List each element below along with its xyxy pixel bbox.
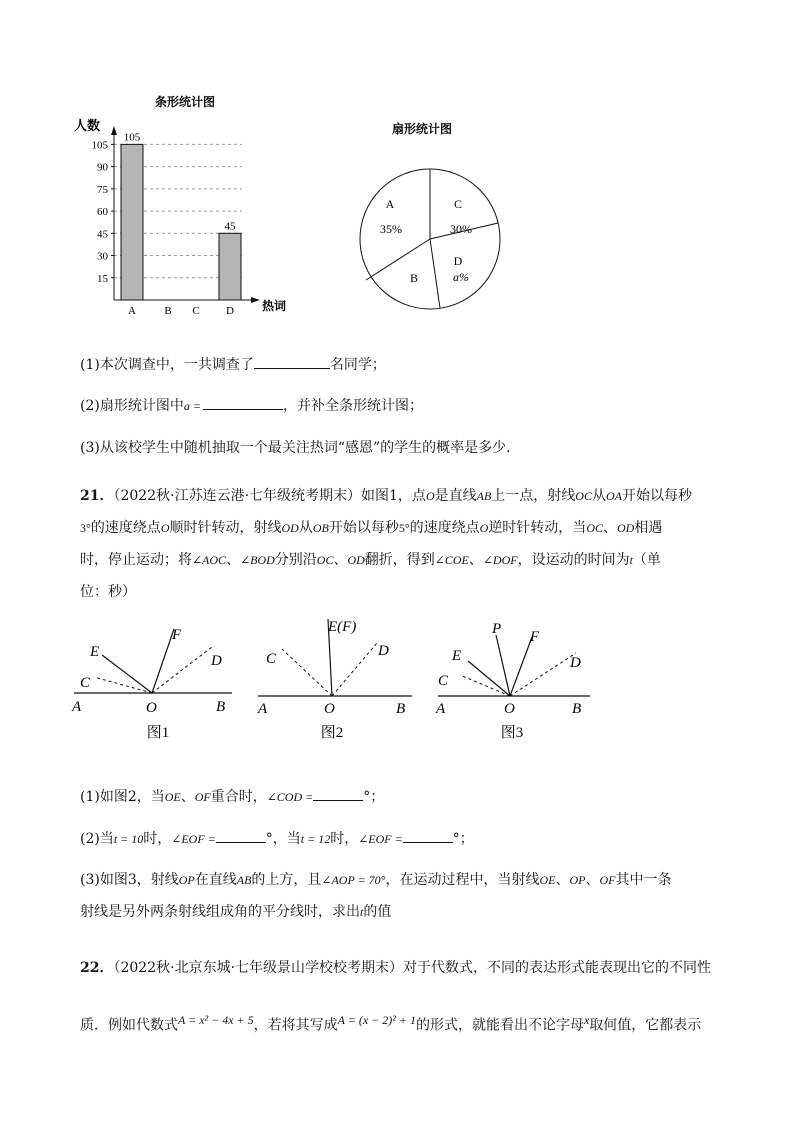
- svg-text:D: D: [211, 653, 222, 669]
- svg-text:P: P: [492, 621, 502, 637]
- svg-text:B: B: [396, 701, 406, 717]
- q20-part1: (1)本次调查中，一共调查了 名同学；: [80, 354, 386, 374]
- figure-3-caption: 图3: [500, 725, 524, 741]
- bar-chart-ylabel: 人数: [74, 118, 101, 133]
- bar-chart: [70, 88, 310, 328]
- q20-part3: (3)从该校学生中随机抽取一个最关注热词“感恩”的学生的概率是多少．: [80, 440, 521, 456]
- y-tick-label: 45: [97, 228, 108, 241]
- q21-line2: 3°的速度绕点O顺时针转动，射线OD从OB开始以每秒5°的速度绕点O逆时针转动，当OC、OD相遇: [80, 520, 663, 536]
- figure-1-caption: 图1: [146, 725, 170, 741]
- x-category-label: C: [192, 305, 200, 317]
- q21-stem: [80, 480, 720, 608]
- bar-value-label: 105: [123, 131, 141, 144]
- q21-figures: [66, 615, 746, 750]
- bar-chart-xlabel: 热词: [262, 299, 287, 313]
- q21-line3: 时，停止运动；将∠AOC、∠BOD分别沿OC、OD翻折，得到∠COE、∠DOF，设运动的时间为t（单: [80, 552, 661, 568]
- svg-text:E: E: [90, 644, 100, 660]
- pie-label-b: B: [409, 271, 419, 285]
- svg-text:O: O: [504, 701, 515, 717]
- x-category-label: B: [164, 305, 172, 317]
- answer-blank[interactable]: [313, 786, 363, 801]
- svg-text:C: C: [438, 673, 449, 689]
- svg-text:C: C: [266, 651, 277, 667]
- y-tick-label: 15: [97, 272, 108, 285]
- svg-text:O: O: [324, 701, 335, 717]
- figure-2: [257, 619, 412, 741]
- x-axis-arrow: [251, 297, 260, 303]
- answer-blank[interactable]: [216, 828, 266, 843]
- y-tick-label: 60: [97, 206, 108, 219]
- q20-part2: (2)扇形统计图中a = ，并补全条形统计图；: [80, 395, 423, 415]
- y-axis-arrow: [111, 126, 117, 135]
- svg-text:B: B: [216, 699, 226, 715]
- y-tick-label: 90: [97, 161, 108, 174]
- bar-A: [121, 144, 143, 300]
- svg-text:E: E: [452, 648, 462, 664]
- pie-chart: [350, 115, 520, 325]
- q22-stem: 22．（2022秋·北京东城·七年级景山学校校考期末）对于代数式，不同的表达形式能表现出它的不同性 质．例如代数式A = x² − 4x + 5，若将其写成A = (x − 2)² + 1的形式，就能看出不论字母x取何值，它都表示: [80, 960, 712, 1034]
- y-tick-label: 75: [97, 183, 108, 196]
- q21-part2: (2)当t = 10时，∠EOF = °，当t = 12时，∠EOF = °；: [80, 828, 474, 848]
- pie-pct-c: 30%: [450, 222, 472, 236]
- x-category-label: A: [128, 305, 136, 317]
- q21-line1: 21．（2022秋·江苏连云港·七年级统考期末）如图1，点O是直线AB上一点，射线OC从OA开始以每秒: [80, 488, 692, 504]
- answer-blank[interactable]: [203, 395, 283, 410]
- x-category-label: D: [226, 305, 234, 317]
- figure-2-caption: 图2: [320, 725, 344, 741]
- y-tick-label: 30: [97, 250, 108, 263]
- answer-blank[interactable]: [254, 354, 330, 369]
- svg-text:D: D: [378, 643, 389, 659]
- figure-3: [435, 621, 590, 741]
- svg-text:E(F): E(F): [328, 619, 357, 635]
- pie-chart-title: 扇形统计图: [391, 122, 453, 136]
- figure-1: [71, 627, 232, 741]
- y-tick-label: 105: [91, 139, 108, 152]
- pie-pct-d: a%: [453, 270, 469, 284]
- svg-text:D: D: [570, 655, 581, 671]
- answer-blank[interactable]: [403, 828, 453, 843]
- bar-chart-title: 条形统计图: [154, 95, 216, 109]
- svg-text:O: O: [146, 700, 157, 716]
- q21-part1: (1)如图2，当OE、OF重合时，∠COD = °；: [80, 786, 384, 806]
- svg-text:A: A: [436, 701, 446, 717]
- svg-text:F: F: [530, 629, 540, 645]
- q21-line4: 位：秒）: [80, 584, 136, 600]
- pie-label-a: A: [385, 197, 395, 211]
- svg-text:A: A: [72, 699, 82, 715]
- bar-value-label: 45: [224, 220, 236, 233]
- svg-text:F: F: [172, 627, 182, 643]
- svg-text:C: C: [80, 675, 91, 691]
- pie-pct-a: 35%: [380, 222, 402, 236]
- pie-label-d: D: [453, 254, 463, 268]
- bar-D: [219, 233, 241, 300]
- svg-text:B: B: [572, 701, 582, 717]
- svg-text:A: A: [258, 701, 268, 717]
- pie-label-c: C: [453, 197, 463, 211]
- q21-part3: (3)如图3，射线OP在直线AB的上方，且∠AOP = 70°，在运动过程中，当射线OE、OP、OF其中一条 射线是另外两条射线组成角的平分线时，求出t的值: [80, 872, 672, 920]
